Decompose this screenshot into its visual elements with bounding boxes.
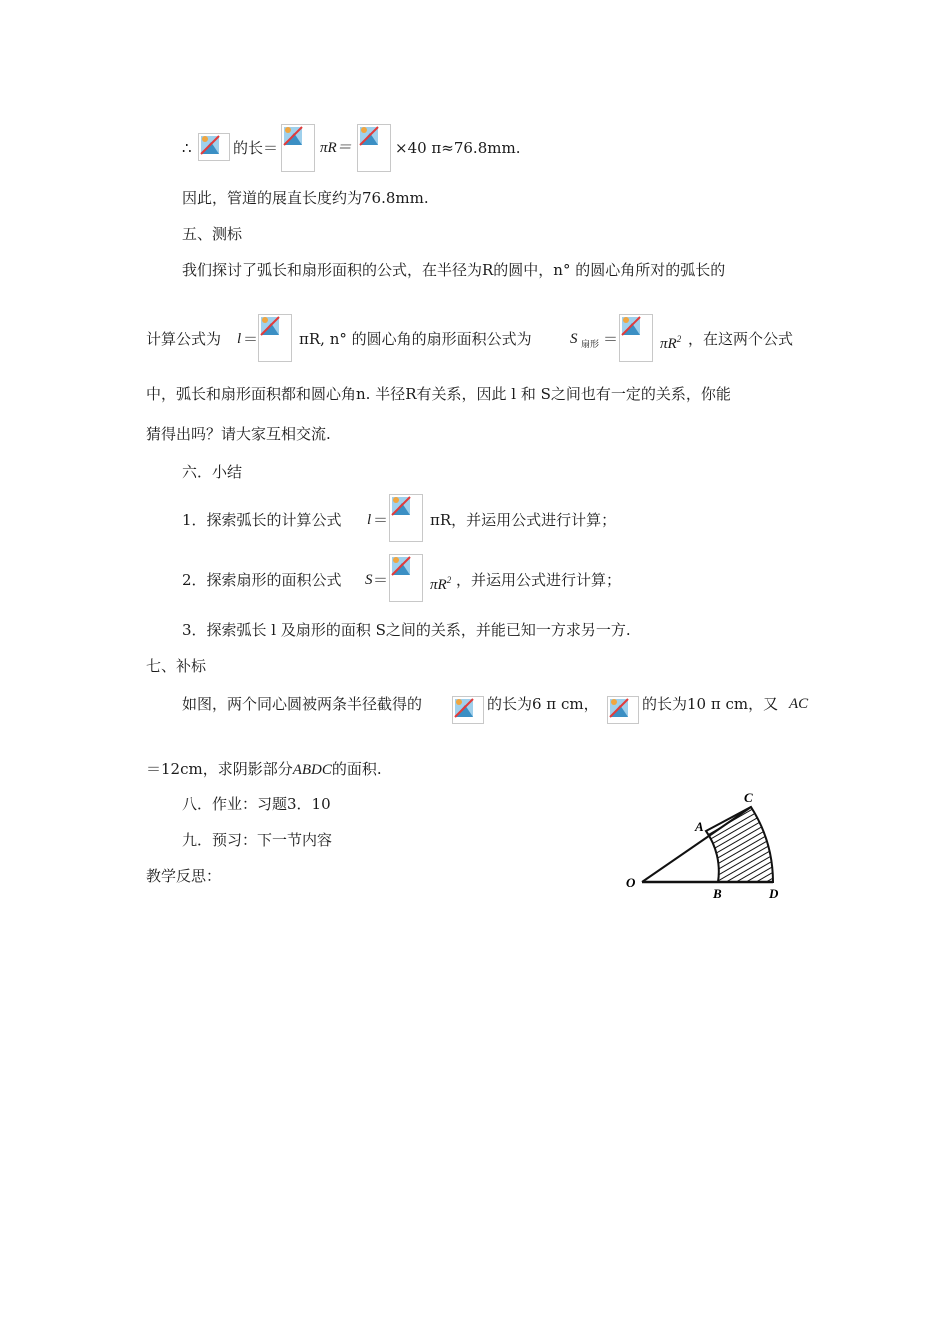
exercise-text-a: 如图，两个同心圆被两条半径截得的 bbox=[182, 695, 423, 713]
fraction-image-placeholder-5 bbox=[389, 494, 423, 542]
summary-item-2-s: S bbox=[365, 572, 373, 588]
section-6-title: 六．小结 bbox=[182, 463, 243, 481]
section-8-title: 八．作业：习题3．10 bbox=[182, 795, 331, 813]
pi-r-text: πR＝ bbox=[320, 140, 352, 156]
summary-item-1-l: l bbox=[367, 512, 372, 528]
conclusion-text: 因此，管道的展直长度约为76.8mm. bbox=[182, 189, 429, 207]
section-5-paragraph-2a: 计算公式为 bbox=[146, 330, 222, 348]
result-text: ×40 π≈76.8mm. bbox=[395, 139, 521, 157]
summary-item-1a: 1．探索弧长的计算公式 bbox=[182, 511, 342, 529]
section-5-title: 五、测标 bbox=[182, 225, 243, 243]
exercise-ac: AC bbox=[789, 696, 809, 712]
fraction-image-placeholder-4 bbox=[619, 314, 653, 362]
arc-image-placeholder-3 bbox=[607, 696, 639, 724]
summary-item-2-eq: ＝ bbox=[373, 571, 389, 589]
summary-item-1-eq: ＝ bbox=[373, 511, 389, 529]
arc-length-l: l bbox=[237, 331, 242, 347]
square-exponent: 2 bbox=[676, 334, 682, 344]
equals-1: ＝ bbox=[243, 330, 259, 348]
exercise-abdc: ABDC bbox=[292, 762, 332, 778]
pi-r-squared bbox=[660, 329, 681, 354]
label-d: D bbox=[769, 886, 779, 901]
summary-pi-r-base: πR bbox=[430, 577, 447, 593]
sector-figure bbox=[618, 788, 798, 912]
equals-2: ＝ bbox=[603, 330, 619, 348]
summary-item-3: 3．探索弧长 l 及扇形的面积 S之间的关系，并能已知一方求另一方. bbox=[182, 621, 631, 639]
label-a: A bbox=[695, 819, 704, 834]
summary-square-exponent: 2 bbox=[446, 575, 452, 585]
section-5-paragraph-3: 中，弧长和扇形面积都和圆心角n. 半径R有关系，因此 l 和 S之间也有一定的关系，你能 bbox=[146, 385, 731, 403]
summary-item-2-pir2 bbox=[430, 570, 451, 595]
arc-image-placeholder bbox=[198, 133, 230, 161]
exercise-line2-end: 的面积. bbox=[331, 760, 382, 778]
fraction-image-placeholder-2 bbox=[357, 124, 391, 172]
of-length-text: 的长＝ bbox=[233, 139, 279, 157]
exercise-line2-start: ＝12cm，求阴影部分 bbox=[146, 760, 293, 778]
section-5-paragraph-2b: πR, n° 的圆心角的扇形面积公式为 bbox=[299, 330, 532, 348]
label-c: C bbox=[744, 790, 753, 805]
section-5-paragraph-4: 猜得出吗？请大家互相交流. bbox=[146, 425, 331, 443]
reflection-label: 教学反思： bbox=[146, 867, 222, 885]
area-s: S bbox=[570, 331, 578, 347]
fraction-image-placeholder-6 bbox=[389, 554, 423, 602]
summary-item-1b: πR，并运用公式进行计算； bbox=[430, 511, 617, 529]
section-5-paragraph-1: 我们探讨了弧长和扇形面积的公式，在半径为R的圆中，n° 的圆心角所对的弧长的 bbox=[182, 261, 726, 279]
label-o: O bbox=[626, 875, 636, 890]
pi-r-base: πR bbox=[660, 336, 677, 352]
sector-subscript: 扇形 bbox=[581, 340, 600, 350]
sector-figure-svg bbox=[618, 788, 798, 908]
therefore-symbol: ∴ bbox=[182, 139, 192, 157]
exercise-text-c: 的长为10 π cm，又 bbox=[642, 695, 779, 713]
exercise-text-b: 的长为6 π cm， bbox=[487, 695, 599, 713]
summary-item-2a: 2．探索扇形的面积公式 bbox=[182, 571, 342, 589]
section-7-title: 七、补标 bbox=[146, 657, 207, 675]
arc-image-placeholder-2 bbox=[452, 696, 484, 724]
therefore-line bbox=[182, 138, 192, 158]
exercise-text-d bbox=[146, 759, 382, 780]
section-9-title: 九．预习：下一节内容 bbox=[182, 831, 333, 849]
shaded-region-abdc bbox=[706, 807, 773, 882]
section-5-paragraph-2c: ，在这两个公式 bbox=[688, 330, 794, 348]
summary-item-2b: ，并运用公式进行计算； bbox=[456, 571, 622, 589]
label-b: B bbox=[713, 886, 722, 901]
fraction-image-placeholder-3 bbox=[258, 314, 292, 362]
fraction-image-placeholder bbox=[281, 124, 315, 172]
